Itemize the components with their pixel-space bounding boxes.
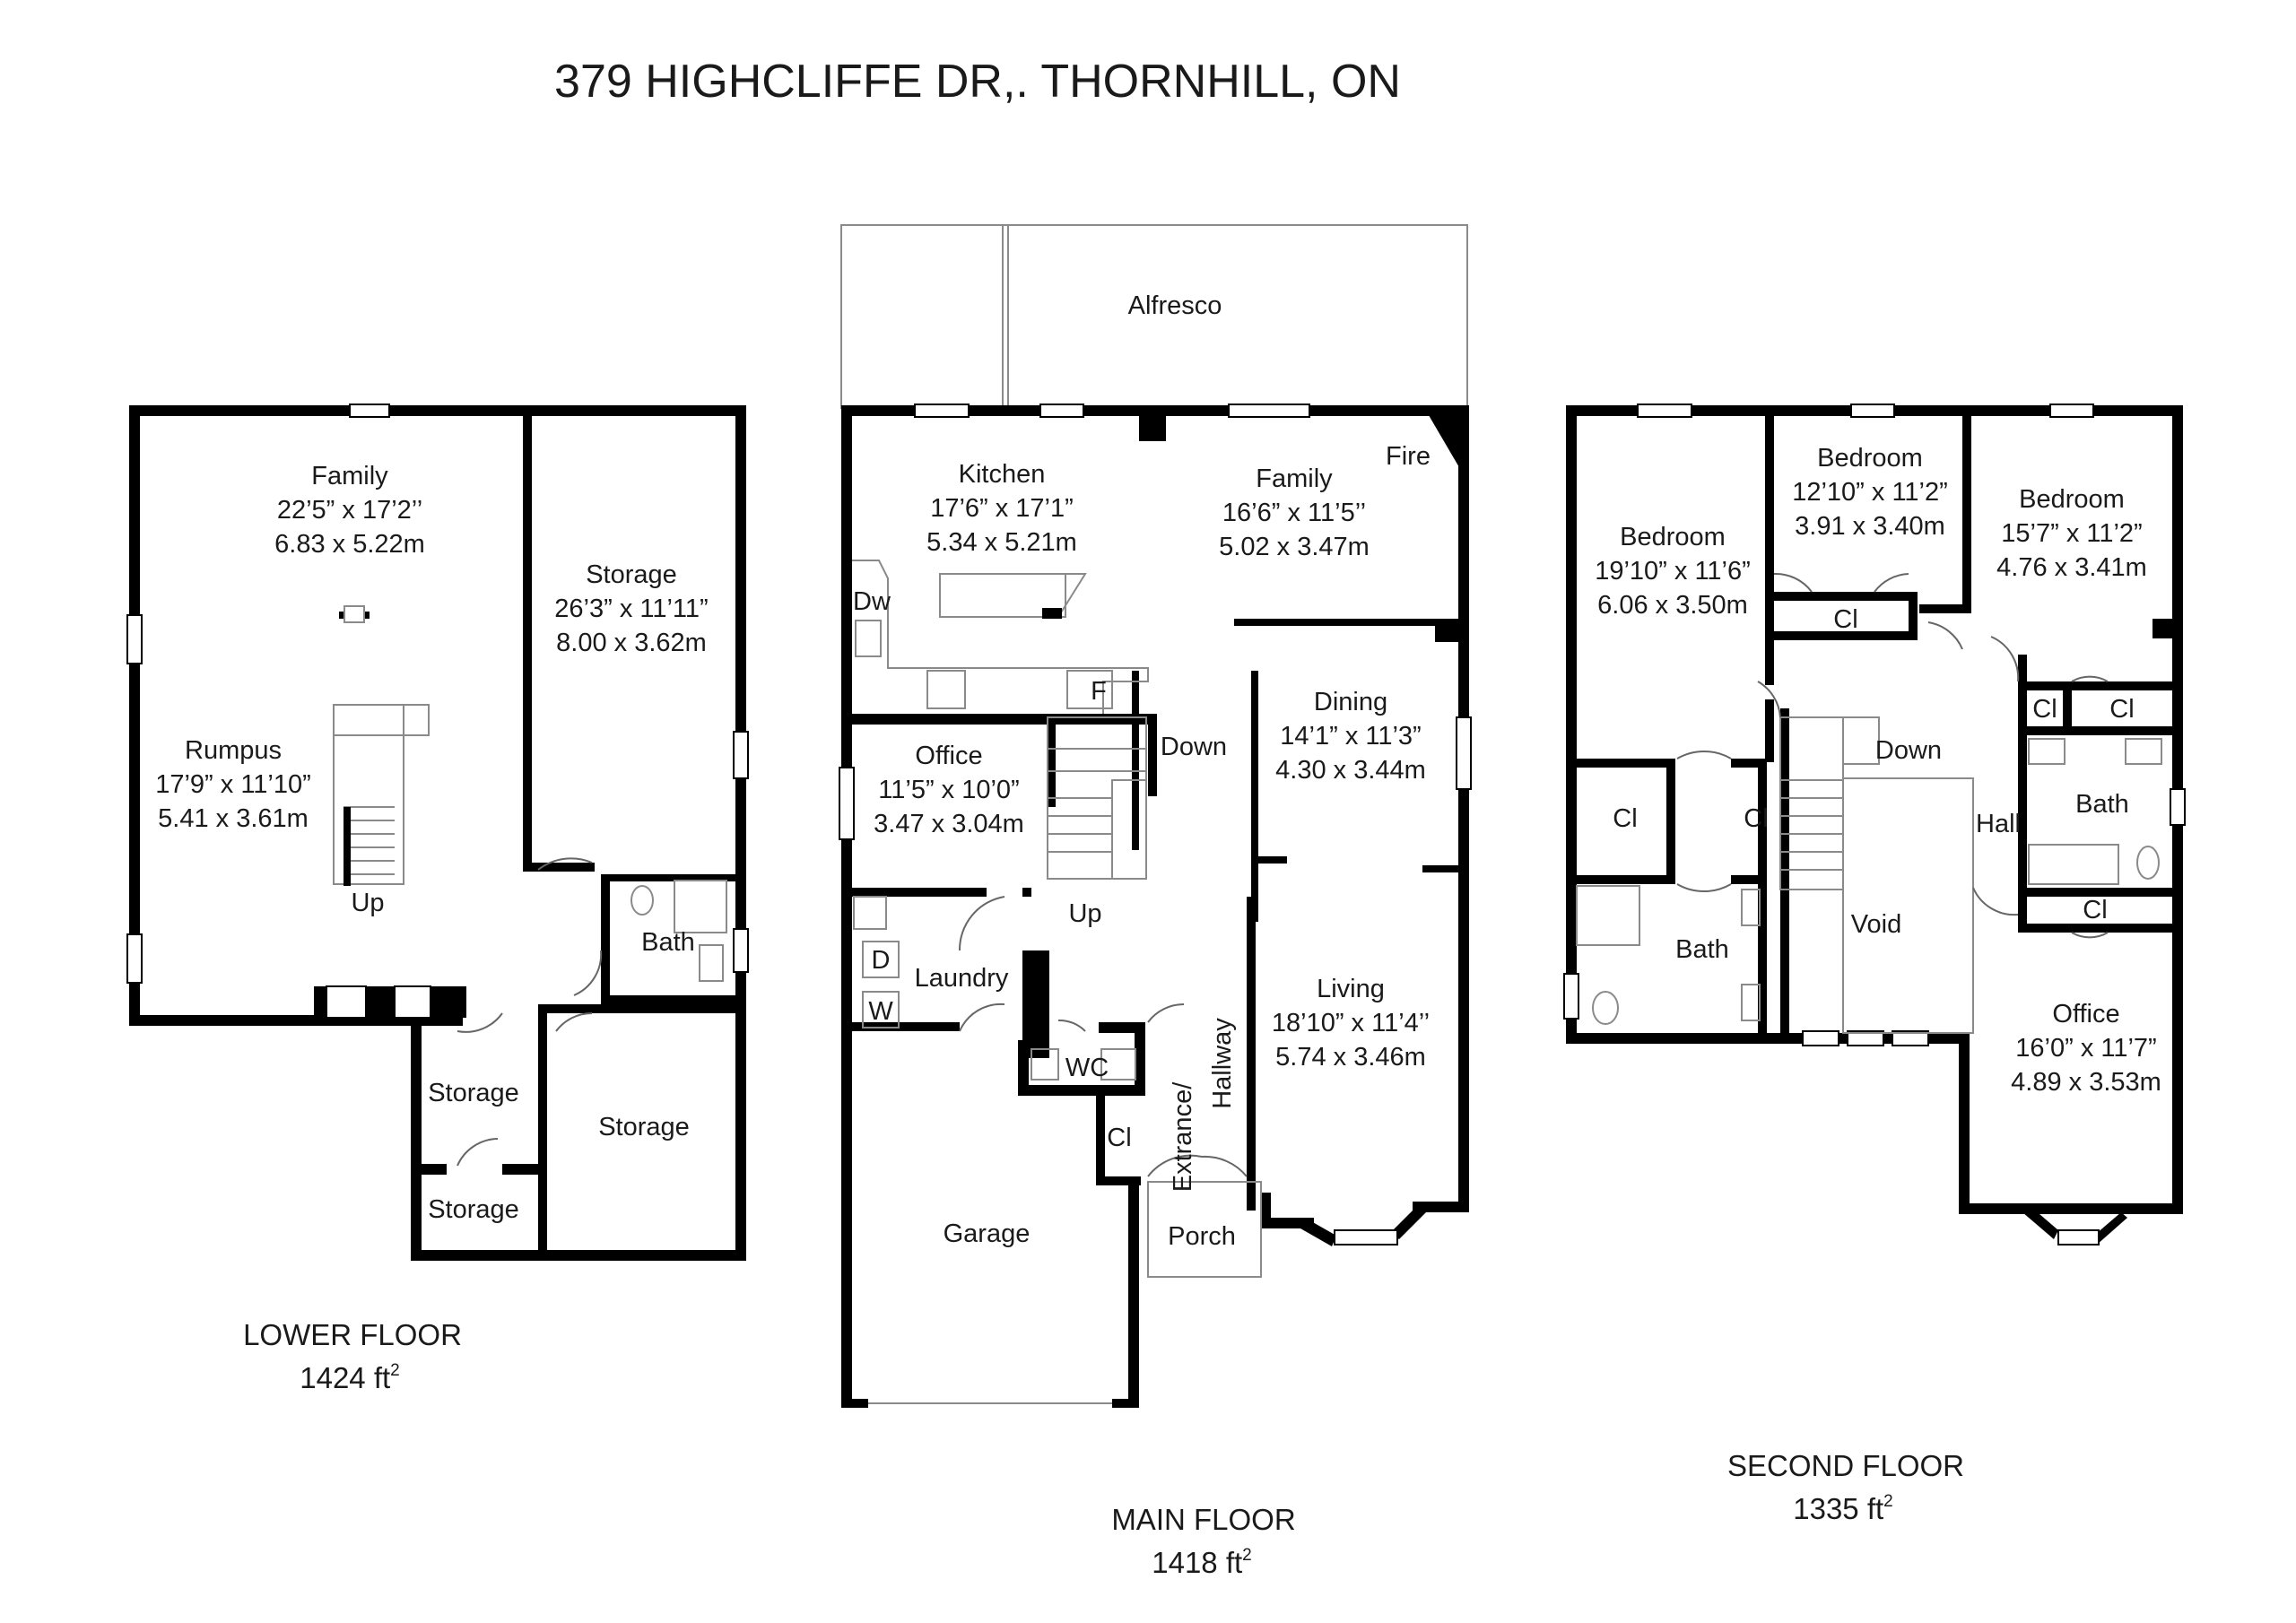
main-floor-plan	[839, 225, 1471, 1579]
lower-storage-c: Storage	[598, 1113, 690, 1141]
plan-title: 379 HIGHCLIFFE DR,. THORNHILL, ON	[554, 56, 1401, 108]
lower-family-metric: 6.83 x 5.22m	[274, 530, 425, 559]
main-living-imperial: 18’10” x 11’4’’	[1271, 1009, 1431, 1037]
second-bedroom2-metric: 3.91 x 3.40m	[1795, 512, 1945, 541]
main-floor-area: 1418 $ft^2$	[1152, 1546, 1252, 1579]
main-hallway-line1: Extrance/	[1169, 1081, 1197, 1193]
second-closet-left1: Cl	[1613, 804, 1638, 833]
main-wc-label: WC	[1065, 1054, 1109, 1082]
main-garage-name: Garage	[943, 1219, 1031, 1248]
main-kitchen-imperial: 17’6” x 17’1”	[930, 494, 1074, 523]
main-dishwasher-label: Dw	[853, 587, 891, 616]
main-stair-up: Up	[1068, 899, 1102, 928]
main-stair-down: Down	[1160, 733, 1228, 761]
lower-family-imperial: 22’5” x 17’2’’	[276, 496, 423, 525]
lower-rumpus-name: Rumpus	[185, 736, 282, 765]
lower-floor-name: LOWER FLOOR	[243, 1318, 462, 1351]
lower-family-name: Family	[311, 462, 388, 490]
second-bath-left: Bath	[1675, 935, 1729, 964]
main-porch-name: Porch	[1168, 1222, 1236, 1251]
lower-storage-imperial: 26’3” x 11’11”	[554, 595, 709, 623]
second-bedroom3-name: Bedroom	[2019, 485, 2125, 514]
second-bedroom3-imperial: 15’7” x 11’2”	[2001, 519, 2143, 548]
main-office-imperial: 11’5” x 10’0”	[878, 776, 1020, 804]
lower-rumpus-imperial: 17’9” x 11’10”	[155, 770, 311, 799]
second-floor-name: SECOND FLOOR	[1726, 1449, 1965, 1482]
second-bedroom1-metric: 6.06 x 3.50m	[1597, 591, 1748, 620]
main-family-name: Family	[1256, 464, 1333, 493]
main-alfresco-name: Alfresco	[1127, 291, 1222, 320]
second-floor-area: 1335 $ft^2$	[1793, 1492, 1893, 1525]
main-floor-name: MAIN FLOOR	[1111, 1503, 1296, 1536]
second-office-name: Office	[2052, 1000, 2120, 1028]
main-office-metric: 3.47 x 3.04m	[874, 810, 1024, 838]
second-closet-b: Cl	[2109, 695, 2135, 724]
main-dining-imperial: 14’1” x 11’3”	[1280, 722, 1422, 751]
main-kitchen-metric: 5.34 x 5.21m	[926, 528, 1077, 557]
second-void-label: Void	[1850, 910, 1902, 939]
main-kitchen-name: Kitchen	[958, 460, 1046, 489]
main-laundry-name: Laundry	[914, 964, 1009, 993]
main-washer-label: W	[868, 997, 893, 1026]
second-floor-plan	[1564, 404, 2185, 1525]
lower-rumpus-metric: 5.41 x 3.61m	[158, 804, 309, 833]
main-fireplace-label: Fire	[1386, 442, 1431, 471]
second-hall-label: Hall	[1976, 810, 2021, 838]
second-bedroom3-metric: 4.76 x 3.41m	[1996, 553, 2147, 582]
main-office-name: Office	[915, 742, 983, 770]
second-office-metric: 4.89 x 3.53m	[2011, 1068, 2161, 1097]
second-closet-right: Cl	[2083, 896, 2108, 924]
main-fridge-label: F	[1091, 677, 1107, 706]
main-dining-metric: 4.30 x 3.44m	[1275, 756, 1426, 785]
main-dryer-label: D	[871, 946, 891, 975]
main-family-metric: 5.02 x 3.47m	[1219, 533, 1370, 561]
lower-floor-plan	[127, 404, 748, 1394]
second-bedroom1-imperial: 19’10” x 11’6”	[1595, 557, 1751, 586]
lower-storage-a: Storage	[428, 1079, 519, 1107]
lower-storage-metric: 8.00 x 3.62m	[556, 629, 707, 657]
main-living-metric: 5.74 x 3.46m	[1275, 1043, 1426, 1072]
main-dining-name: Dining	[1313, 688, 1388, 716]
second-bedroom1-name: Bedroom	[1620, 523, 1726, 551]
second-closet-a: Cl	[2032, 695, 2057, 724]
main-hallway-line2: Hallway	[1208, 1018, 1237, 1109]
main-family-imperial: 16’6” x 11’5’’	[1222, 499, 1367, 527]
lower-bath-name: Bath	[641, 928, 695, 957]
second-closet-left2: Cl	[1744, 804, 1769, 833]
lower-storage-name: Storage	[586, 560, 677, 589]
second-bedroom2-imperial: 12’10” x 11’2”	[1792, 478, 1948, 507]
second-stair-down: Down	[1874, 736, 1943, 765]
second-office-imperial: 16’0” x 11’7”	[2015, 1034, 2157, 1063]
second-bedroom2-name: Bedroom	[1817, 444, 1923, 473]
second-bath-right: Bath	[2075, 790, 2129, 819]
main-closet-label: Cl	[1107, 1124, 1132, 1152]
second-closet-top: Cl	[1833, 605, 1858, 634]
lower-storage-b: Storage	[428, 1195, 519, 1224]
lower-stair-up: Up	[351, 889, 385, 917]
main-living-name: Living	[1317, 975, 1385, 1003]
lower-floor-area: 1424 $ft^2$	[300, 1361, 400, 1394]
